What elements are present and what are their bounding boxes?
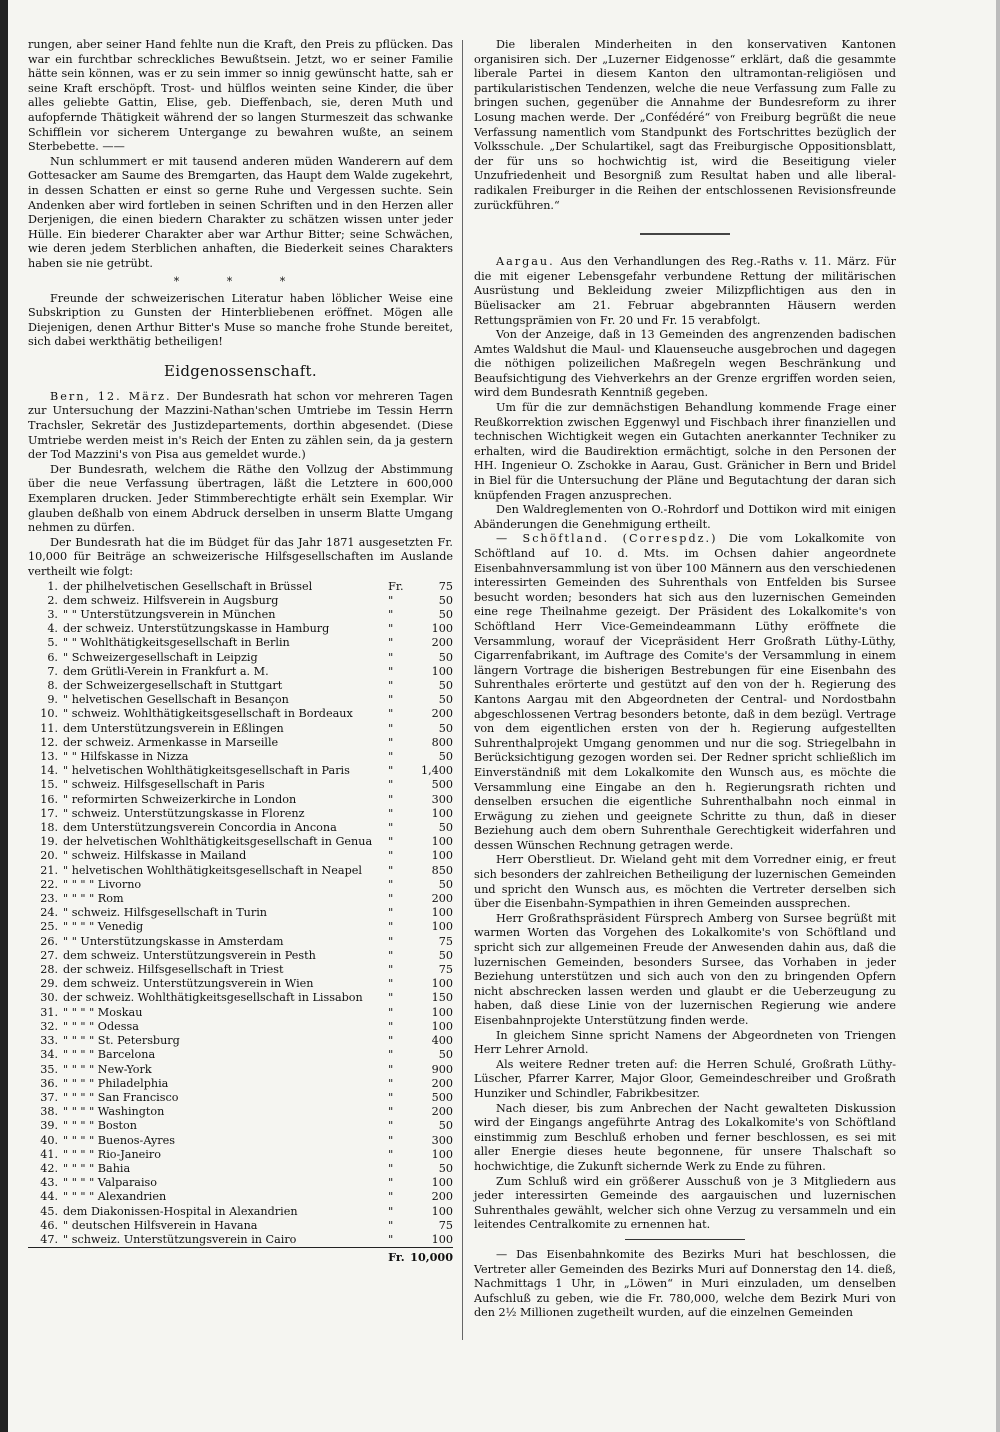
- grant-currency: ": [388, 892, 394, 906]
- grant-recipient: " Schweizergesellschaft in Leipzig: [63, 650, 258, 664]
- grant-amount: 100: [431, 664, 453, 678]
- grant-row: [28, 764, 453, 778]
- grant-currency: ": [388, 1218, 394, 1232]
- grant-row: [28, 1077, 453, 1091]
- grant-row: [28, 1233, 453, 1248]
- grant-number: 30.: [40, 991, 58, 1005]
- grant-currency: ": [388, 721, 394, 735]
- grant-amount: 800: [431, 735, 453, 749]
- grant-currency: ": [388, 977, 394, 991]
- grant-amount: 100: [431, 806, 453, 820]
- grant-number: 33.: [40, 1034, 58, 1048]
- grant-currency: Fr.: [388, 579, 404, 593]
- grant-currency: ": [388, 693, 394, 707]
- grant-number: 22.: [40, 877, 58, 891]
- grant-row: [28, 1006, 453, 1020]
- schoeftland-text-1: Die vom Lokalkomite von Schöftland auf 10. d. Mts. im Ochsen dahier angeordnete Eisenbahnversammlung ist von über 100 Männern aus den verschiedenen interessirten Gemeinden des Suhrenthals von Entfelden bis Sursee besucht worden; besonders hat sich aus den luzernischen Gemeinden eine rege Theilnahme gezeigt. Der Präsident des Lokalkomite's von Schöftland Herr Vice-Gemeindeammann Lüthy eröffnete die Versammlung, worauf der Vicepräsident Herr Großrath Lüthy-Lüthy, Cigarrenfabrikant, im Auftrage des Comite's der Versammlung in einem längern Vortrage die bisherigen Bestrebungen für eine Eisenbahn des Suhrenthales erörterte und gestützt auf den von der h. Regierung des Kantons Aargau mit den Abgeordneten der Central- und Nordostbahn abgeschlossenen Vertrag besonders betonte, daß in dem bezügl. Vertrage von dem eigentlichen ersten von der h. Regierung aufgestellten Suhrenthalprojekt Umgang genommen und nur die sog. Striegelbahn in Berücksichtigung gezogen worden sei. Der Redner spricht schließlich im Einverständniß mit dem Lokalkomite den Wunsch aus, es möchte die Versammlung eine Eingabe an den h. Regierungsrath richten und denselben ersuchen die eigentliche Suhrenthalbahn noch einmal in Erwägung zu ziehen und geeignete Schritte zu thun, daß in dieser Beziehung auch dem obern Suhrenthale Gerechtigkeit widerfahren und dessen Wünschen Rechnung getragen werde.: [474, 532, 896, 852]
- grant-recipient: " helvetischen Gesellschaft in Besançon: [63, 693, 289, 707]
- grant-recipient: " " " " Barcelona: [63, 1048, 156, 1062]
- scan-edge-left: [0, 0, 8, 1432]
- grant-row: [28, 1134, 453, 1148]
- grant-amount: 50: [438, 1119, 453, 1133]
- grant-amount: 100: [431, 920, 453, 934]
- grant-amount: 100: [431, 1147, 453, 1161]
- grant-number: 39.: [40, 1119, 58, 1133]
- grant-currency: ": [388, 1119, 394, 1133]
- grant-recipient: der schweiz. Armenkasse in Marseille: [63, 735, 279, 749]
- grant-row: [28, 892, 453, 906]
- right-column: [474, 38, 896, 1321]
- grant-recipient: " " Wohlthätigkeitsgesellschaft in Berlin: [63, 636, 290, 650]
- grant-number: 26.: [40, 934, 58, 948]
- grant-amount: 100: [431, 1005, 453, 1019]
- grant-number: 29.: [40, 977, 58, 991]
- grant-currency: ": [388, 948, 394, 962]
- grant-row: [28, 963, 453, 977]
- grant-currency: ": [388, 1204, 394, 1218]
- grants-total-currency: Fr.: [388, 1248, 410, 1265]
- aargau-paragraph-2: Von der Anzeige, daß in 13 Gemeinden des angrenzenden badischen Amtes Waldshut die Maul- und Klauenseuche ausgebrochen und dagegen die nöthigen polizeilichen Maßregeln wegen Beschränkung und Beaufsichtigung des Viehverkehrs an der Grenze ergriffen worden seien, wird dem Bundesrath Kenntniß gegeben.: [474, 328, 896, 400]
- grant-recipient: " " " " Moskau: [63, 1005, 143, 1019]
- grant-currency: ": [388, 1105, 394, 1119]
- grant-amount: 300: [431, 1133, 453, 1147]
- grant-row: [28, 1205, 453, 1219]
- grant-currency: ": [388, 735, 394, 749]
- grant-number: 1.: [47, 579, 58, 593]
- grant-amount: 75: [438, 1218, 453, 1232]
- grant-number: 38.: [40, 1105, 58, 1119]
- grant-amount: 1,400: [420, 764, 453, 778]
- grant-row: [28, 750, 453, 764]
- grant-row: [28, 949, 453, 963]
- grant-currency: ": [388, 934, 394, 948]
- grant-number: 7.: [47, 664, 58, 678]
- bern-paragraph-2: Der Bundesrath, welchem die Räthe den Vollzug der Abstimmung über die neue Verfassung übertragen, läßt die Letztere in 600,000 Exemplaren drucken. Jeder Stimmberechtigte erhält sein Exemplar. Wir glauben deßhalb von einem Abdruck derselben in unserm Blatte Umgang nehmen zu dürfen.: [28, 462, 453, 535]
- grant-amount: 50: [438, 721, 453, 735]
- grant-recipient: " schweiz. Hilfsgesellschaft in Paris: [63, 778, 265, 792]
- grant-currency: ": [388, 1062, 394, 1076]
- grant-row: [28, 807, 453, 821]
- bern-text-1: Der Bundesrath hat schon vor mehreren Tagen zur Untersuchung der Mazzini-Nathan'schen Umtriebe im Tessin Herrn Trachsler, Sekretär des Justizdepartements, dorthin abgesendet. (Diese Umtriebe werden meist in's Reich der Enten zu zählen sein, da ja gestern der Tod Mazzini's von Pisa aus gemeldet wurde.): [28, 389, 454, 462]
- grant-amount: 100: [431, 835, 453, 849]
- grant-row: [28, 977, 453, 991]
- grant-number: 3.: [47, 608, 58, 621]
- grant-currency: ": [388, 707, 394, 721]
- obituary-paragraph-2: Nun schlummert er mit tausend anderen müden Wanderern auf dem Gottesacker am Saume des Bremgarten, das Haupt dem Walde zugekehrt, in dessen Schatten er einst so gerne Ruhe und Vergessen suchte. Sein Andenken aber wird fortleben in seinen Schriften und in den Herzen aller Derjenigen, die einen biedern Charakter zu schätzen wissen unter jeder Hülle. Ein biederer Charakter aber war Arthur Bitter; seine Schwächen, wie deren jedem Sterblichen anhaften, die Biederkeit seines Charakters haben sie nie getrübt.: [28, 154, 453, 270]
- grant-recipient: der schweiz. Wohlthätigkeitsgesellschaft in Lissabon: [63, 991, 363, 1005]
- grant-number: 24.: [40, 906, 58, 920]
- grant-currency: ": [388, 1190, 394, 1204]
- grant-recipient: " " " " San Francisco: [63, 1090, 179, 1104]
- grant-currency: ": [388, 1147, 394, 1161]
- grant-number: 37.: [40, 1090, 58, 1104]
- grant-currency: ": [388, 608, 394, 621]
- grant-row: [28, 1162, 453, 1176]
- grant-currency: ": [388, 906, 394, 920]
- grant-recipient: " reformirten Schweizerkirche in London: [63, 792, 297, 806]
- grant-row: [28, 864, 453, 878]
- grant-currency: ": [388, 636, 394, 650]
- grant-recipient: " " Hilfskasse in Nizza: [63, 750, 189, 764]
- grant-number: 47.: [40, 1232, 58, 1246]
- grant-amount: 500: [431, 778, 453, 792]
- grant-number: 16.: [40, 792, 58, 806]
- grant-amount: 50: [438, 877, 453, 891]
- grant-row: [28, 608, 453, 622]
- aargau-dateline: Aargau.: [496, 255, 555, 269]
- grant-number: 32.: [40, 1019, 58, 1033]
- grant-recipient: dem Diakonissen-Hospital in Alexandrien: [63, 1204, 298, 1218]
- grant-row: [28, 1020, 453, 1034]
- grant-recipient: " " " " Alexandrien: [63, 1190, 167, 1204]
- grant-currency: ": [388, 622, 394, 636]
- grant-row: [28, 849, 453, 863]
- grant-row: [28, 1190, 453, 1204]
- grant-currency: ": [388, 1090, 394, 1104]
- grant-number: 34.: [40, 1048, 58, 1062]
- grant-number: 28.: [40, 963, 58, 977]
- grant-currency: ": [388, 1076, 394, 1090]
- section-heading-eidgenossenschaft: Eidgenossenschaft.: [164, 361, 317, 380]
- schoeftland-paragraph-2: Herr Oberstlieut. Dr. Wieland geht mit dem Vorredner einig, er freut sich besonders der zahlreichen Betheiligung der luzernischen Gemeinden und spricht den Wunsch aus, es möchten die Vertreter derselben sich über die Eisenbahn-Sympathien in ihren Gemeinden aussprechen.: [474, 853, 896, 911]
- grant-recipient: dem schweiz. Hilfsverein in Augsburg: [63, 593, 279, 607]
- grant-recipient: dem schweiz. Unterstützungsverein in Wien: [63, 977, 314, 991]
- grant-currency: ": [388, 863, 394, 877]
- grant-recipient: " " " " Bahia: [63, 1161, 131, 1175]
- bern-paragraph-1: [28, 390, 453, 463]
- grant-amount: 50: [438, 750, 453, 764]
- grant-number: 15.: [40, 778, 58, 792]
- grant-currency: ": [388, 877, 394, 891]
- grant-currency: ": [388, 750, 394, 764]
- grant-number: 27.: [40, 948, 58, 962]
- section-stars: * * *: [173, 274, 308, 288]
- obituary-paragraph-1: rungen, aber seiner Hand fehlte nun die Kraft, den Preis zu pflücken. Das war ein furchtbar schreckliches Bewußtsein. Jetzt, wo er seiner Familie hätte sein können, was er zu sein immer so innig gewünscht hatte, sah er seine Kraft erschöpft. Trost- und hülflos weinten seine Kinder, die über alles geliebte Gattin, Elise, geb. Dieffenbach, sie, deren Muth und aufopfernde Thätigkeit während der so langen Sturmeszeit das schwanke Schifflein vor sicherem Untergange zu bewahren wußte, an seinem Sterbebette. ——: [28, 38, 453, 154]
- grant-row: [28, 821, 453, 835]
- grant-recipient: dem Unterstützungsverein Concordia in Ancona: [63, 821, 337, 835]
- grant-number: 8.: [47, 679, 58, 693]
- grant-number: 18.: [40, 821, 58, 835]
- grant-row: [28, 1119, 453, 1133]
- grant-number: 20.: [40, 849, 58, 863]
- grant-row: [28, 878, 453, 892]
- grant-recipient: " " " " Boston: [63, 1119, 137, 1133]
- grant-number: 46.: [40, 1218, 58, 1232]
- grant-amount: 850: [431, 863, 453, 877]
- grant-number: 23.: [40, 892, 58, 906]
- grant-amount: 900: [431, 1062, 453, 1076]
- grant-amount: 75: [438, 934, 453, 948]
- scan-edge-right: [996, 0, 1000, 1432]
- grant-amount: 50: [438, 593, 453, 607]
- grant-currency: ": [388, 1232, 394, 1246]
- grant-recipient: der helvetischen Wohlthätigkeitsgesellschaft in Genua: [63, 835, 373, 849]
- grant-amount: 75: [438, 579, 453, 593]
- grant-row: [28, 835, 453, 849]
- grant-amount: 50: [438, 608, 453, 621]
- grant-amount: 50: [438, 1048, 453, 1062]
- grant-amount: 200: [431, 1105, 453, 1119]
- grant-recipient: " schweiz. Wohlthätigkeitsgesellschaft in Bordeaux: [63, 707, 353, 721]
- grant-amount: 75: [438, 963, 453, 977]
- grant-recipient: " " " " St. Petersburg: [63, 1034, 180, 1048]
- grant-number: 9.: [47, 693, 58, 707]
- grant-recipient: " " " " Venedig: [63, 920, 144, 934]
- grant-recipient: " deutschen Hilfsverein in Havana: [63, 1218, 258, 1232]
- grant-recipient: dem schweiz. Unterstützungsverein in Pesth: [63, 948, 316, 962]
- grant-recipient: " " " " Buenos-Ayres: [63, 1133, 175, 1147]
- grant-currency: ": [388, 1161, 394, 1175]
- grant-row: [28, 622, 453, 636]
- grant-row: [28, 594, 453, 608]
- grant-number: 13.: [40, 750, 58, 764]
- grant-amount: 100: [431, 977, 453, 991]
- grant-amount: 50: [438, 1161, 453, 1175]
- grant-row: [28, 793, 453, 807]
- grant-recipient: der philhelvetischen Gesellschaft in Brüssel: [63, 579, 313, 593]
- subscription-appeal: Freunde der schweizerischen Literatur haben löblicher Weise eine Subskription zu Gunsten der Hinterbliebenen eröffnet. Mögen alle Diejenigen, denen Arthur Bitter's Muse so manche frohe Stunde bereitet, sich dabei werkthätig betheiligen!: [28, 291, 453, 349]
- schoeftland-paragraph-4: In gleichem Sinne spricht Namens der Abgeordneten von Triengen Herr Lehrer Arnold.: [474, 1028, 896, 1057]
- grant-recipient: " " Unterstützungsverein in München: [63, 608, 276, 621]
- grant-number: 40.: [40, 1133, 58, 1147]
- schoeftland-paragraph-6: Nach dieser, bis zum Anbrechen der Nacht gewalteten Diskussion wird der Eingangs angeführte Antrag des Lokalkomite's von Schöftland einstimmig zum Beschluß erhoben und ferner beschlossen, es sei mit aller Energie dieses heute begonnene, für unsere Thalschaft so hochwichtige, die Zukunft sichernde Werk zu Ende zu führen.: [474, 1101, 896, 1173]
- grant-recipient: " schweiz. Unterstützungsverein in Cairo: [63, 1232, 297, 1246]
- grant-row: [28, 1176, 453, 1190]
- grant-number: 21.: [40, 863, 58, 877]
- schoeftland-paragraph-7: Zum Schluß wird ein größerer Ausschuß von je 3 Mitgliedern aus jeder interessirten Gemeinde des aargauischen und luzernischen Suhrenthales gewählt, welcher sich ohne Verzug zu versammeln und ein leitendes Centralkomite zu ernennen hat.: [474, 1174, 896, 1232]
- grant-number: 5.: [47, 636, 58, 650]
- grant-currency: ": [388, 593, 394, 607]
- grant-number: 4.: [47, 622, 58, 636]
- grant-currency: ": [388, 1034, 394, 1048]
- grant-currency: ": [388, 664, 394, 678]
- grant-row: [28, 1091, 453, 1105]
- grant-recipient: " schweiz. Hilfsgesellschaft in Turin: [63, 906, 268, 920]
- grant-number: 44.: [40, 1190, 58, 1204]
- grant-recipient: " " " " Rom: [63, 892, 124, 906]
- grant-amount: 100: [431, 906, 453, 920]
- grant-amount: 200: [431, 707, 453, 721]
- grant-currency: ": [388, 1048, 394, 1062]
- grant-currency: ": [388, 920, 394, 934]
- grant-row: [28, 736, 453, 750]
- grant-number: 17.: [40, 806, 58, 820]
- grant-recipient: " " " " Philadelphia: [63, 1076, 169, 1090]
- aargau-paragraph-4: Den Waldreglementen von O.-Rohrdorf und Dottikon wird mit einigen Abänderungen die Genehmigung ertheilt.: [474, 503, 896, 531]
- grant-currency: ": [388, 764, 394, 778]
- grant-recipient: dem Unterstützungsverein in Eßlingen: [63, 721, 284, 735]
- grant-recipient: " helvetischen Wohlthätigkeitsgesellschaft in Paris: [63, 764, 350, 778]
- grant-currency: ": [388, 821, 394, 835]
- grant-currency: ": [388, 1019, 394, 1033]
- grant-row: [28, 1219, 453, 1233]
- grant-recipient: " " " " Odessa: [63, 1019, 139, 1033]
- grant-currency: ": [388, 849, 394, 863]
- grant-row: [28, 1105, 453, 1119]
- grant-currency: ": [388, 778, 394, 792]
- grant-row: [28, 693, 453, 707]
- grant-amount: 100: [431, 1204, 453, 1218]
- grant-row: [28, 651, 453, 665]
- grant-currency: ": [388, 1005, 394, 1019]
- section-divider: [640, 233, 730, 235]
- grant-amount: 500: [431, 1090, 453, 1104]
- grant-currency: ": [388, 963, 394, 977]
- grant-number: 6.: [47, 650, 58, 664]
- grant-number: 19.: [40, 835, 58, 849]
- grants-total-amount: 10,000: [410, 1248, 453, 1265]
- grant-amount: 100: [431, 1232, 453, 1246]
- grant-amount: 100: [431, 1176, 453, 1190]
- grant-recipient: der schweiz. Unterstützungskasse in Hamburg: [63, 622, 330, 636]
- grant-row: [28, 636, 453, 650]
- grant-currency: ": [388, 1133, 394, 1147]
- left-column: [28, 38, 453, 1264]
- grant-row: [28, 679, 453, 693]
- grant-currency: ": [388, 991, 394, 1005]
- grant-number: 35.: [40, 1062, 58, 1076]
- grant-recipient: " " " " Rio-Janeiro: [63, 1147, 161, 1161]
- grant-number: 10.: [40, 707, 58, 721]
- grant-amount: 200: [431, 892, 453, 906]
- grant-amount: 50: [438, 650, 453, 664]
- grant-recipient: " " " " Washington: [63, 1105, 165, 1119]
- grant-amount: 150: [431, 991, 453, 1005]
- grant-amount: 50: [438, 693, 453, 707]
- grant-recipient: " " " " New-York: [63, 1062, 152, 1076]
- grant-row: [28, 1063, 453, 1077]
- grant-number: 11.: [40, 721, 58, 735]
- schoeftland-dateline: — Schöftland. (Correspdz.): [496, 532, 718, 546]
- grant-row: [28, 1048, 453, 1062]
- grant-recipient: " helvetischen Wohlthätigkeitsgesellschaft in Neapel: [63, 863, 362, 877]
- grant-number: 42.: [40, 1161, 58, 1175]
- grant-row: [28, 1034, 453, 1048]
- grant-amount: 200: [431, 1190, 453, 1204]
- column-rule: [462, 40, 463, 1340]
- grant-currency: ": [388, 806, 394, 820]
- grant-amount: 200: [431, 636, 453, 650]
- grant-number: 14.: [40, 764, 58, 778]
- grant-recipient: der schweiz. Hilfsgesellschaft in Triest: [63, 963, 284, 977]
- grant-recipient: " " Unterstützungskasse in Amsterdam: [63, 934, 284, 948]
- grant-number: 45.: [40, 1204, 58, 1218]
- grant-number: 31.: [40, 1005, 58, 1019]
- grant-number: 25.: [40, 920, 58, 934]
- grant-amount: 50: [438, 821, 453, 835]
- grant-row: [28, 935, 453, 949]
- grant-row: [28, 991, 453, 1005]
- grant-recipient: " " " " Valparaiso: [63, 1176, 158, 1190]
- grant-number: 41.: [40, 1147, 58, 1161]
- bern-paragraph-3: Der Bundesrath hat die im Büdget für das Jahr 1871 ausgesetzten Fr. 10,000 für Beiträge an schweizerische Hilfsgesellschaften im Auslande vertheilt wie folgt:: [28, 535, 453, 578]
- grant-currency: ": [388, 1176, 394, 1190]
- grant-amount: 50: [438, 679, 453, 693]
- grant-currency: ": [388, 650, 394, 664]
- grant-recipient: " schweiz. Unterstützungskasse in Florenz: [63, 806, 305, 820]
- grant-number: 2.: [47, 593, 58, 607]
- bern-dateline: Bern, 12. März.: [50, 389, 172, 403]
- grant-amount: 100: [431, 622, 453, 636]
- aargau-paragraph-3: Um für die zur demnächstigen Behandlung kommende Frage einer Reußkorrektion zwischen Eggenwyl und Fischbach ihrer finanziellen und technischen Wichtigkeit wegen ein Gutachten anerkannter Techniker zu erhalten, wird die Baudirektion ermächtigt, solche in den Personen der HH. Ingenieur O. Zschokke in Aarau, Gust. Gränicher in Bern und Bridel in Biel für die Untersuchung der Pläne und Begutachtung der daran sich knüpfenden Fragen anzusprechen.: [474, 401, 896, 502]
- grant-row: [28, 1148, 453, 1162]
- grants-table: [28, 580, 453, 1265]
- aargau-text-1: Aus den Verhandlungen des Reg.-Raths v. 11. März. Für die mit eigener Lebensgefahr verbundene Rettung der militärischen Ausrüstung und Bekleidung zweier Milizpflichtigen aus den in Büelisacker am 21. Februar abgebrannten Häusern werden Rettungsprämien von Fr. 20 und Fr. 15 verabfolgt.: [474, 255, 896, 327]
- article-divider: [625, 1239, 745, 1240]
- liberal-minorities-paragraph: Die liberalen Minderheiten in den konservativen Kantonen organisiren sich. Der „Luzerner Eidgenosse“ erklärt, daß die gesammte liberale Partei in diesem Kanton den ultramontan-religiösen und partikularistischen Tendenzen, welche die neue Verfassung zum Falle zu bringen suchen, gegenüber die Annahme der Bundesreform zu ihrer Losung machen werde. Der „Confédéré“ von Freiburg begrüßt die neue Verfassung namentlich vom Standpunkt des Fortschrittes bezüglich der Volksschule. „Der Schulartikel, sagt das Freiburgische Oppositionsblatt, der für uns so hochwichtig ist, wird die Beseitigung vieler Unzufriedenheit und Besorgniß zum Resultat haben und alle liberal-radikalen Freiburger in die Reihen der entschlossenen Revisionsfreunde zurückführen.“: [474, 38, 896, 212]
- grant-number: 36.: [40, 1076, 58, 1090]
- grant-recipient: der Schweizergesellschaft in Stuttgart: [63, 679, 283, 693]
- grant-row: [28, 920, 453, 934]
- grants-total-row: [28, 1248, 453, 1265]
- grant-currency: ": [388, 679, 394, 693]
- grant-row: [28, 778, 453, 792]
- grant-recipient: dem Grütli-Verein in Frankfurt a. M.: [63, 664, 269, 678]
- grant-amount: 300: [431, 792, 453, 806]
- muri-paragraph: — Das Eisenbahnkomite des Bezirks Muri hat beschlossen, die Vertreter aller Gemeinden des Bezirks Muri auf Donnerstag den 14. dieß, Nachmittags 1 Uhr, in „Löwen“ in Muri einzuladen, um denselben Aufschluß zu geben, wie die Fr. 780,000, welche dem Bezirk Muri von den 2½ Millionen zugetheilt wurden, auf die einzelnen Gemeinden: [474, 1247, 896, 1320]
- grant-row: [28, 906, 453, 920]
- grant-amount: 200: [431, 1076, 453, 1090]
- grant-amount: 400: [431, 1034, 453, 1048]
- grant-row: [28, 722, 453, 736]
- grant-recipient: " schweiz. Hilfskasse in Mailand: [63, 849, 247, 863]
- grant-number: 12.: [40, 735, 58, 749]
- grant-number: 43.: [40, 1176, 58, 1190]
- grant-row: [28, 665, 453, 679]
- grant-recipient: " " " " Livorno: [63, 877, 142, 891]
- schoeftland-paragraph-1: [474, 532, 896, 853]
- schoeftland-paragraph-5: Als weitere Redner treten auf: die Herren Schulé, Großrath Lüthy-Lüscher, Pfarrer Karrer, Major Gloor, Gemeindeschreiber und Großrath Hunziker und Schindler, Fabrikbesitzer.: [474, 1057, 896, 1100]
- grant-amount: 100: [431, 849, 453, 863]
- schoeftland-paragraph-3: Herr Großrathspräsident Fürsprech Amberg von Sursee begrüßt mit warmen Worten das Vorgehen des Lokalkomite's von Schöftland und spricht sich zur allgemeinen Freude der Anwesenden dahin aus, daß die luzernischen Gemeinden, besonders Sursee, das Vorhaben in jeder Beziehung unterstützen und sich auch von den zu bringenden Opfern nicht abschrecken lassen werden und glaubt er die Ueberzeugung zu haben, daß diese Linie von der luzernischen Regierung wie andere Eisenbahnprojekte Unterstützung finden werde.: [474, 911, 896, 1027]
- grant-row: [28, 707, 453, 721]
- grant-currency: ": [388, 792, 394, 806]
- grant-amount: 100: [431, 1019, 453, 1033]
- grant-row: [28, 580, 453, 594]
- aargau-paragraph-1: [474, 255, 896, 328]
- grant-amount: 50: [438, 948, 453, 962]
- grant-currency: ": [388, 835, 394, 849]
